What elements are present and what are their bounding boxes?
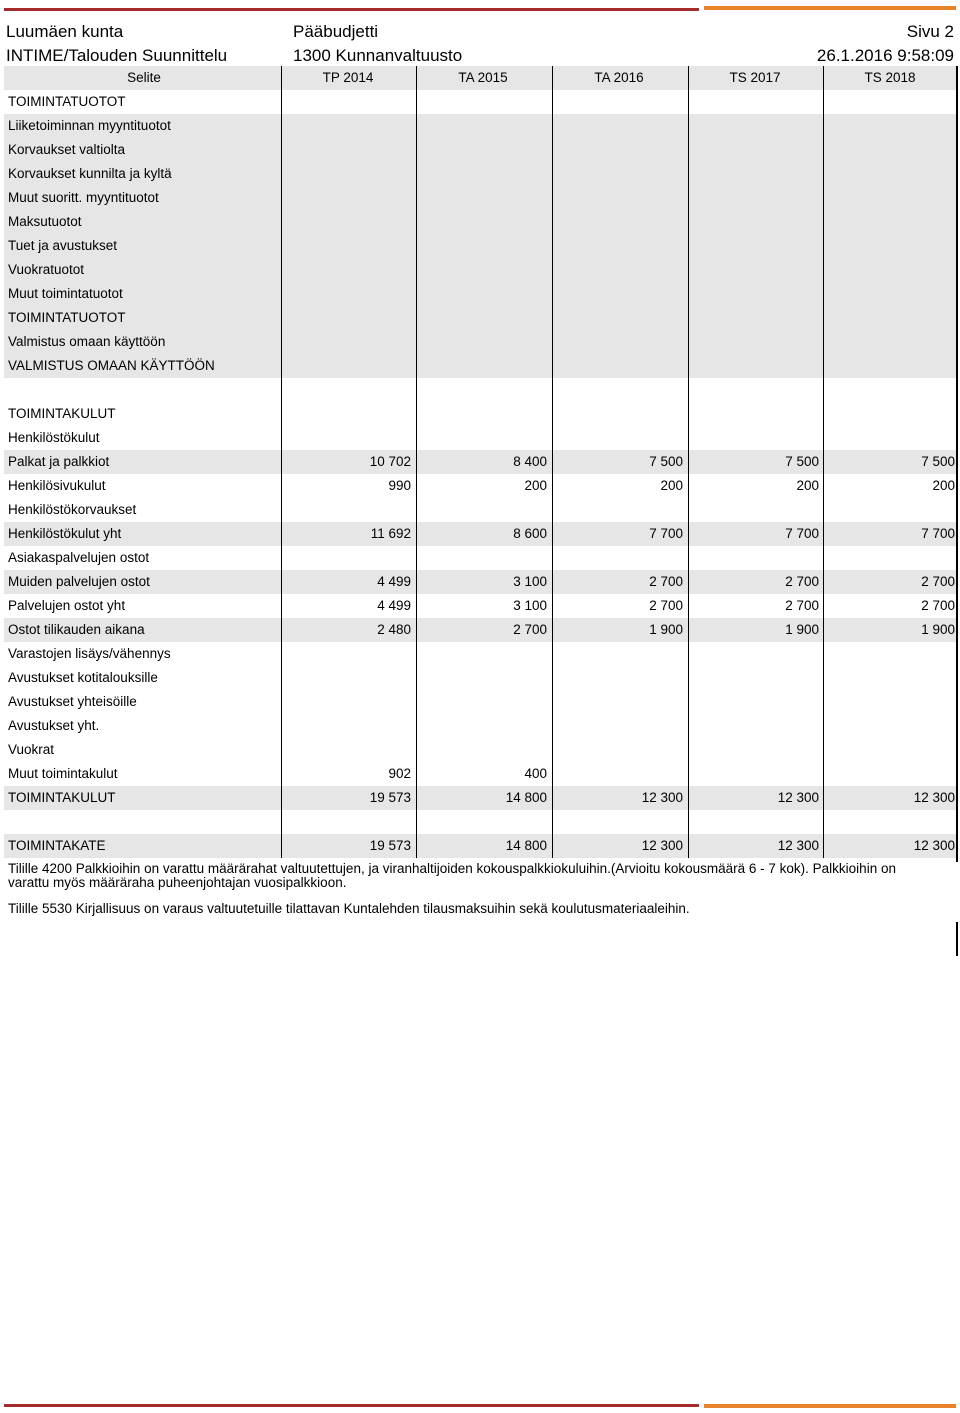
top-accent-red — [4, 8, 699, 11]
table-row — [4, 162, 958, 186]
row-label: Palvelujen ostot yht — [8, 598, 126, 613]
row-value: 200 — [524, 478, 547, 493]
row-value: 4 499 — [377, 574, 411, 589]
table-row — [4, 690, 958, 714]
table-row — [4, 522, 958, 546]
row-label: Asiakaspalvelujen ostot — [8, 550, 150, 565]
bottom-accent-red — [4, 1404, 699, 1407]
table-row — [4, 354, 958, 378]
top-accent-orange — [704, 6, 956, 10]
bottom-accent-bar — [4, 1404, 956, 1409]
row-label: Henkilöstökulut yht — [8, 526, 122, 541]
row-label: Muiden palvelujen ostot — [8, 574, 150, 589]
table-row — [4, 138, 958, 162]
column-header-ta2016: TA 2016 — [594, 70, 644, 85]
row-label: TOIMINTAKATE — [8, 838, 106, 853]
row-value: 1 900 — [785, 622, 819, 637]
row-value: 14 800 — [505, 838, 547, 853]
row-label: Muut toimintatuotot — [8, 286, 123, 301]
table-body — [4, 90, 958, 858]
row-value: 19 573 — [369, 838, 411, 853]
row-label: Palkat ja palkkiot — [8, 454, 110, 469]
row-value: 2 480 — [377, 622, 411, 637]
table-row — [4, 498, 958, 522]
row-value: 10 702 — [369, 454, 411, 469]
row-label: TOIMINTAKULUT — [8, 790, 116, 805]
table-row — [4, 834, 958, 858]
notes-section — [4, 862, 958, 922]
row-value: 8 400 — [513, 454, 547, 469]
row-value: 400 — [524, 766, 547, 781]
row-value: 12 300 — [641, 790, 683, 805]
row-value: 1 900 — [921, 622, 955, 637]
row-value: 7 700 — [921, 526, 955, 541]
table-row — [4, 618, 958, 642]
top-accent-bar — [4, 6, 956, 11]
table-row — [4, 186, 958, 210]
table-row — [4, 330, 958, 354]
table-row — [4, 258, 958, 282]
column-divider — [281, 66, 282, 858]
note-text: Tilille 4200 Palkkioihin on varattu määrärahat valtuutettujen, ja viranhaltijoiden kokouspalkkiokuluihin.(Arvioitu kokousmäärä 6 - 7 kok). Palkkioihin on varattu myös määräraha puheenjohtajan vuosipalkkioon. — [4, 862, 958, 896]
row-value: 2 700 — [921, 598, 955, 613]
header-budget: Pääbudjetti — [293, 22, 379, 41]
row-value: 7 500 — [649, 454, 683, 469]
row-label: Varastojen lisäys/vähennys — [8, 646, 171, 661]
row-value: 7 500 — [785, 454, 819, 469]
budget-table — [4, 66, 958, 858]
row-label: Vuokratuotot — [8, 262, 85, 277]
table-row — [4, 594, 958, 618]
header-system: INTIME/Talouden Suunnittelu — [6, 46, 228, 65]
row-value: 11 692 — [370, 526, 411, 541]
row-value: 990 — [388, 478, 411, 493]
table-row — [4, 426, 958, 450]
row-label: Henkilöstökulut — [8, 430, 100, 445]
row-value: 2 700 — [649, 598, 683, 613]
table-row — [4, 234, 958, 258]
row-value: 12 300 — [641, 838, 683, 853]
table-row — [4, 738, 958, 762]
row-value: 200 — [660, 478, 683, 493]
table-row — [4, 786, 958, 810]
column-header-ts2017: TS 2017 — [729, 70, 781, 85]
table-row — [4, 762, 958, 786]
bottom-accent-orange — [704, 1404, 956, 1408]
header-datetime: 26.1.2016 9:58:09 — [816, 46, 954, 65]
row-value: 12 300 — [913, 790, 955, 805]
column-header-ta2015: TA 2015 — [458, 70, 508, 85]
row-value: 200 — [932, 478, 955, 493]
row-value: 12 300 — [777, 790, 819, 805]
row-label: Muut suoritt. myyntituotot — [8, 190, 159, 205]
row-value: 902 — [388, 766, 411, 781]
row-value: 7 700 — [785, 526, 819, 541]
table-row — [4, 666, 958, 690]
row-label: Avustukset yht. — [8, 718, 100, 733]
header-org: Luumäen kunta — [6, 22, 124, 41]
row-label: VALMISTUS OMAAN KÄYTTÖÖN — [8, 358, 215, 373]
column-divider — [416, 66, 417, 858]
row-label: Tuet ja avustukset — [8, 238, 118, 253]
row-label: Korvaukset valtiolta — [8, 142, 126, 157]
table-right-border — [956, 66, 958, 956]
row-value: 3 100 — [513, 574, 547, 589]
table-row — [4, 402, 958, 426]
table-row — [4, 714, 958, 738]
table-row — [4, 114, 958, 138]
header-unit: 1300 Kunnanvaltuusto — [293, 46, 463, 65]
table-row — [4, 546, 958, 570]
row-value: 4 499 — [377, 598, 411, 613]
column-divider — [552, 66, 553, 858]
row-label: Henkilöstökorvaukset — [8, 502, 137, 517]
table-row — [4, 90, 958, 114]
table-row — [4, 570, 958, 594]
row-value: 2 700 — [785, 598, 819, 613]
row-label: Muut toimintakulut — [8, 766, 118, 781]
row-value: 3 100 — [513, 598, 547, 613]
column-divider — [823, 66, 824, 858]
column-divider — [688, 66, 689, 858]
row-label: Liiketoiminnan myyntituotot — [8, 118, 171, 133]
row-label: Ostot tilikauden aikana — [8, 622, 145, 637]
row-value: 7 700 — [649, 526, 683, 541]
row-value: 12 300 — [913, 838, 955, 853]
row-value: 19 573 — [369, 790, 411, 805]
row-value: 2 700 — [649, 574, 683, 589]
table-row — [4, 210, 958, 234]
column-header-selite: Selite — [127, 70, 161, 85]
table-row — [4, 810, 958, 834]
row-label: Korvaukset kunnilta ja kyltä — [8, 166, 172, 181]
column-header-tp2014: TP 2014 — [322, 70, 374, 85]
table-row — [4, 450, 958, 474]
table-row — [4, 282, 958, 306]
row-label: Vuokrat — [8, 742, 55, 757]
row-label: Avustukset yhteisöille — [8, 694, 137, 709]
row-label: Valmistus omaan käyttöön — [8, 334, 166, 349]
row-label: TOIMINTATUOTOT — [8, 310, 126, 325]
table-row — [4, 642, 958, 666]
row-value: 2 700 — [513, 622, 547, 637]
row-value: 7 500 — [921, 454, 955, 469]
row-value: 8 600 — [513, 526, 547, 541]
row-value: 1 900 — [649, 622, 683, 637]
row-value: 2 700 — [785, 574, 819, 589]
row-label: TOIMINTATUOTOT — [8, 94, 126, 109]
table-row — [4, 306, 958, 330]
row-value: 14 800 — [505, 790, 547, 805]
table-row — [4, 378, 958, 402]
column-header-ts2018: TS 2018 — [864, 70, 916, 85]
row-value: 2 700 — [921, 574, 955, 589]
table-header-row — [4, 66, 958, 90]
table-row — [4, 474, 958, 498]
row-value: 200 — [796, 478, 819, 493]
row-value: 12 300 — [777, 838, 819, 853]
row-label: TOIMINTAKULUT — [8, 406, 116, 421]
header-page: Sivu 2 — [906, 22, 954, 41]
note-text: Tilille 5530 Kirjallisuus on varaus valtuutetuille tilattavan Kuntalehden tilausmaksuihin sekä koulutusmateriaaleihin. — [4, 896, 958, 922]
row-label: Henkilösivukulut — [8, 478, 106, 493]
row-label: Avustukset kotitalouksille — [8, 670, 158, 685]
row-label: Maksutuotot — [8, 214, 82, 229]
